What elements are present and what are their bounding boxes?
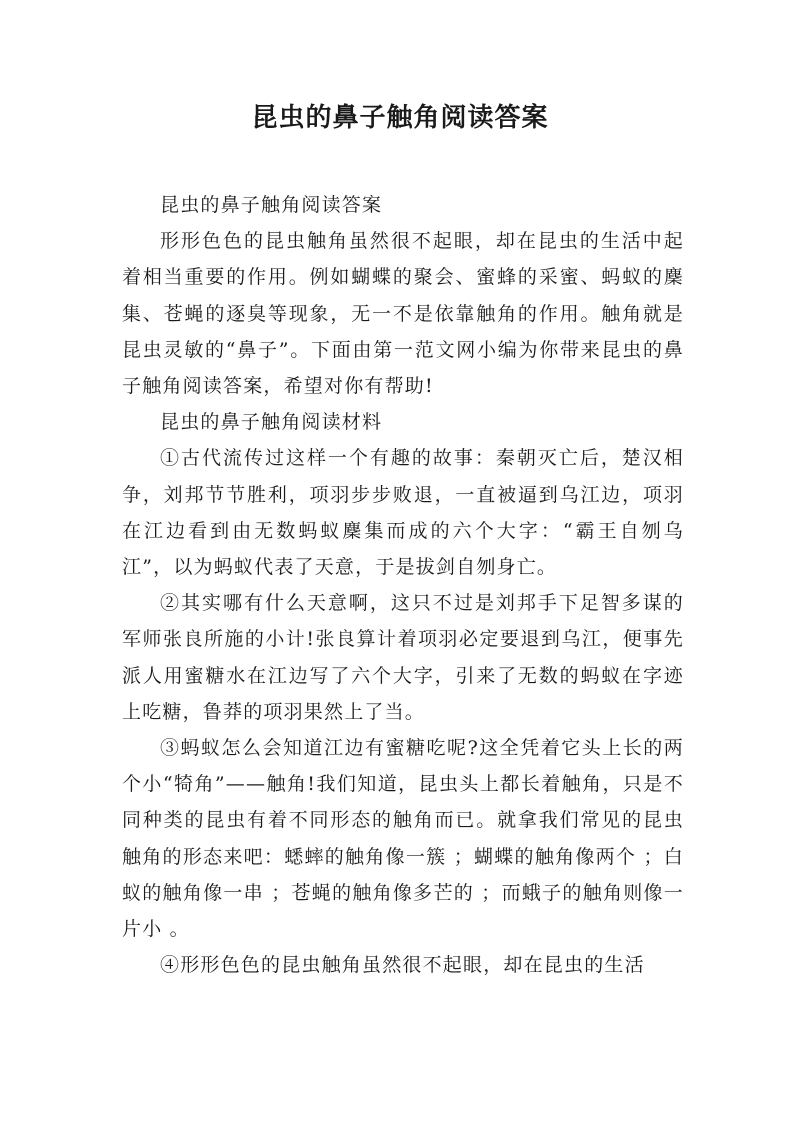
paragraph-2: ②其实哪有什么天意啊，这只不过是刘邦手下足智多谋的军师张良所施的小计!张良算计着项羽必定要退到乌江，便事先派人用蜜糖水在江边写了六个大字，引来了无数的蚂蚁在字迹上吃糖，鲁莽的项羽果然上了当。 — [122, 592, 684, 723]
paragraph-subtitle: 昆虫的鼻子触角阅读答案 — [160, 194, 383, 216]
paragraph-intro: 形形色色的昆虫触角虽然很不起眼，却在昆虫的生活中起着相当重要的作用。例如蝴蝶的聚会、蜜蜂的采蜜、蚂蚁的麇集、苍蝇的逐臭等现象，无一不是依靠触角的作用。触角就是昆虫灵敏的“鼻子”。下面由第一范文网小编为你带来昆虫的鼻子触角阅读答案，希望对你有帮助! — [122, 230, 684, 398]
paragraph-1: ①古代流传过这样一个有趣的故事：秦朝灭亡后，楚汉相争，刘邦节节胜利，项羽步步败退，一直被逼到乌江边，项羽在江边看到由无数蚂蚁麇集而成的六个大字：“霸王自刎乌江”，以为蚂蚁代表了天意，于是拔剑自刎身亡。 — [122, 447, 684, 579]
paragraph-3: ③蚂蚁怎么会知道江边有蜜糖吃呢?这全凭着它头上长的两个小“犄角”——触角!我们知道，昆虫头上都长着触角，只是不同种类的昆虫有着不同形态的触角而已。就拿我们常见的昆虫触角的形态来吧：蟋蟀的触角像一簇 ；蝴蝶的触角像两个 ；白蚁的触角像一串 ；苍蝇的触角像多芒的 ；而蛾子的触角则像一片小 。 — [122, 737, 684, 941]
paragraph-4: ④形形色色的昆虫触角虽然很不起眼，却在昆虫的生活 — [160, 954, 645, 977]
document-title: 昆虫的鼻子触角阅读答案 — [251, 103, 549, 133]
paragraph-material-heading: 昆虫的鼻子触角阅读材料 — [160, 411, 383, 434]
document-body — [122, 187, 684, 983]
